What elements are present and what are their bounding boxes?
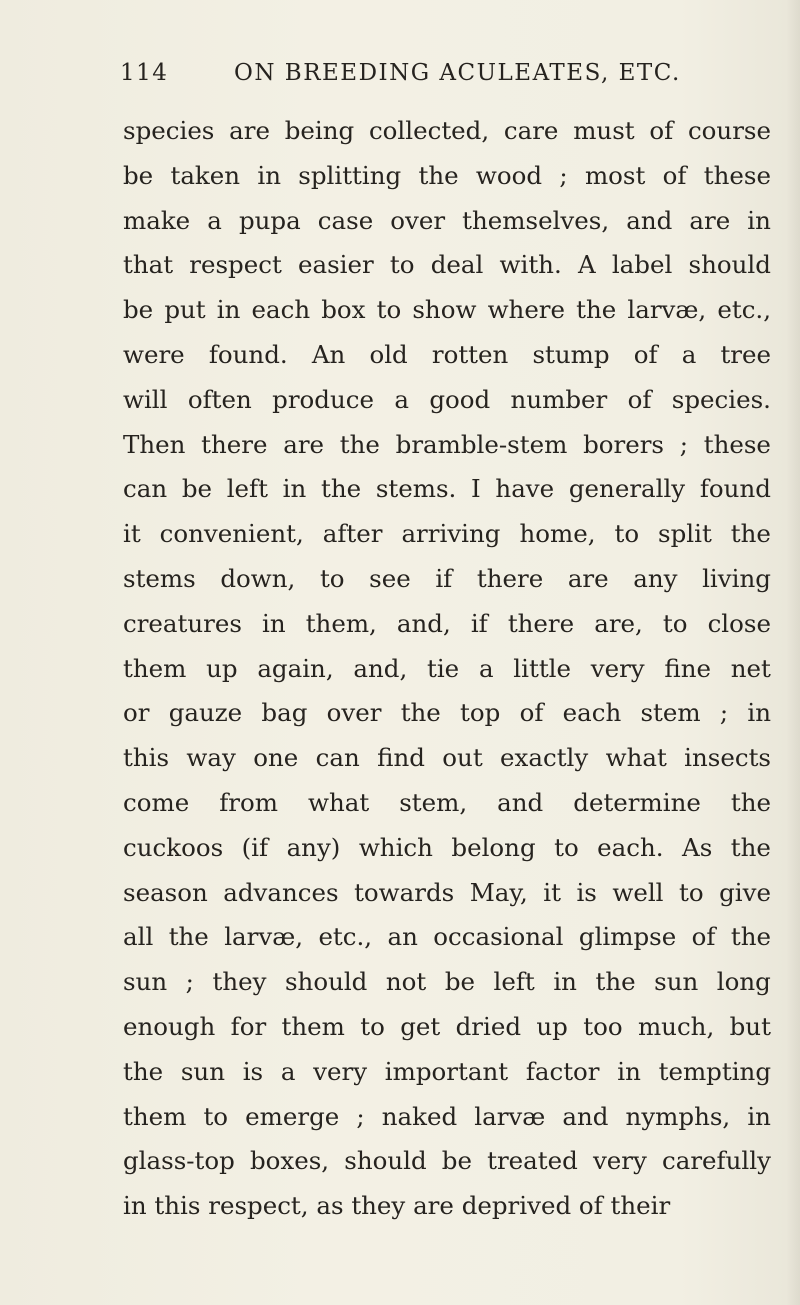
word: larvæ, bbox=[224, 922, 304, 952]
word: show bbox=[412, 295, 477, 325]
word: towards bbox=[354, 877, 455, 907]
word: get bbox=[400, 1011, 441, 1041]
text-line bbox=[123, 1050, 771, 1095]
text-line bbox=[123, 199, 771, 244]
word: down, bbox=[220, 563, 296, 593]
word: is bbox=[576, 877, 597, 907]
word: not bbox=[385, 967, 427, 997]
text-line bbox=[123, 512, 771, 557]
word: left bbox=[226, 474, 268, 504]
word: A bbox=[577, 250, 596, 280]
word: ; bbox=[356, 1101, 365, 1131]
word: glass-top bbox=[123, 1146, 235, 1176]
word: of bbox=[519, 698, 544, 728]
word: the bbox=[339, 429, 380, 459]
word: them bbox=[281, 1011, 345, 1041]
word: the bbox=[123, 1056, 164, 1086]
word: that bbox=[123, 250, 174, 280]
word: very bbox=[592, 1146, 647, 1176]
word: tie bbox=[427, 653, 460, 683]
word: net bbox=[730, 653, 771, 683]
word: where bbox=[487, 295, 566, 325]
word: tempting bbox=[658, 1056, 771, 1086]
word: are bbox=[567, 563, 609, 593]
word: much, bbox=[637, 1011, 715, 1041]
word: stems. bbox=[375, 474, 457, 504]
word: little bbox=[513, 653, 571, 683]
word: to bbox=[554, 832, 579, 862]
word: course bbox=[687, 116, 771, 145]
running-title: ON BREEDING ACULEATES, ETC. bbox=[234, 60, 681, 86]
word: be bbox=[123, 295, 154, 325]
text-line bbox=[123, 1005, 771, 1050]
word: up bbox=[536, 1011, 568, 1041]
word: Then bbox=[123, 429, 186, 459]
word: etc., bbox=[318, 922, 373, 952]
word: bramble-stem bbox=[395, 429, 568, 459]
word: there bbox=[507, 608, 575, 638]
word: put bbox=[164, 295, 206, 325]
page-number: 114 bbox=[120, 60, 169, 86]
word: belong bbox=[451, 832, 536, 862]
word: the bbox=[576, 295, 617, 325]
word: deal bbox=[430, 250, 484, 280]
word: exactly bbox=[500, 743, 589, 773]
word: stem bbox=[640, 698, 701, 728]
word: should bbox=[284, 967, 368, 997]
word: them bbox=[123, 653, 187, 683]
word: a bbox=[207, 205, 222, 235]
word: the bbox=[168, 922, 209, 952]
text-line bbox=[123, 467, 771, 512]
word: ; bbox=[719, 698, 729, 728]
word: to bbox=[360, 1011, 385, 1041]
word: to bbox=[376, 295, 402, 325]
word: should bbox=[344, 1146, 427, 1176]
word: enough bbox=[123, 1011, 216, 1041]
word: and bbox=[497, 787, 544, 817]
word: to bbox=[389, 250, 415, 280]
word: split bbox=[658, 519, 712, 549]
word: determine bbox=[573, 787, 701, 817]
word: give bbox=[719, 877, 771, 907]
word: are bbox=[283, 429, 325, 459]
word: this bbox=[154, 1191, 209, 1221]
word: ; bbox=[185, 967, 194, 997]
word: a bbox=[478, 653, 494, 683]
text-line bbox=[123, 1095, 771, 1140]
text-line bbox=[123, 243, 771, 288]
word: etc., bbox=[717, 295, 771, 325]
word: number bbox=[510, 384, 608, 414]
word: care bbox=[503, 116, 559, 145]
word: insects bbox=[684, 743, 771, 773]
word: are bbox=[229, 116, 270, 145]
word: easier bbox=[298, 250, 374, 280]
word: produce bbox=[272, 384, 374, 414]
word: from bbox=[219, 787, 278, 817]
word: good bbox=[429, 384, 491, 414]
word: in bbox=[216, 295, 241, 325]
word: species bbox=[123, 116, 215, 145]
word: (if bbox=[241, 832, 269, 862]
word: as bbox=[316, 1191, 352, 1221]
word: any) bbox=[286, 832, 341, 862]
word: it bbox=[543, 877, 561, 907]
word: each bbox=[562, 698, 622, 728]
word: stump bbox=[532, 339, 610, 369]
text-line bbox=[123, 960, 771, 1005]
text-line bbox=[123, 1184, 771, 1229]
word: case bbox=[317, 205, 374, 235]
word: up bbox=[206, 653, 238, 683]
word: close bbox=[707, 608, 771, 638]
word: what bbox=[605, 743, 667, 773]
body-text bbox=[123, 109, 771, 1229]
word: to bbox=[662, 608, 688, 638]
word: wood bbox=[475, 160, 543, 190]
word: occasional bbox=[433, 922, 564, 952]
word: over bbox=[390, 205, 446, 235]
word: one bbox=[253, 743, 299, 773]
word: box bbox=[321, 295, 366, 325]
word: naked bbox=[381, 1101, 458, 1131]
word: in bbox=[257, 160, 281, 190]
word: stem, bbox=[399, 787, 468, 817]
word: there bbox=[201, 429, 268, 459]
word: treated bbox=[487, 1146, 578, 1176]
word: for bbox=[230, 1011, 267, 1041]
word: label bbox=[611, 250, 673, 280]
word: the bbox=[730, 787, 771, 817]
word: and bbox=[626, 205, 673, 235]
word: a bbox=[394, 384, 409, 414]
word: convenient, bbox=[159, 519, 304, 549]
word: have bbox=[495, 474, 555, 504]
word: fine bbox=[664, 653, 712, 683]
word: bag bbox=[261, 698, 308, 728]
word: be bbox=[441, 1146, 472, 1176]
word: is bbox=[242, 1056, 264, 1086]
word: which bbox=[358, 832, 433, 862]
word: rotten bbox=[431, 339, 509, 369]
word: will bbox=[123, 384, 168, 414]
word: out bbox=[442, 743, 483, 773]
word: species. bbox=[671, 384, 771, 414]
word: these bbox=[703, 160, 771, 190]
word: all bbox=[123, 922, 154, 952]
word: taken bbox=[170, 160, 241, 190]
word: with. bbox=[499, 250, 562, 280]
word: should bbox=[688, 250, 771, 280]
word: As bbox=[682, 832, 713, 862]
word: deprived bbox=[461, 1191, 579, 1221]
text-line bbox=[123, 691, 771, 736]
word: emerge bbox=[245, 1101, 340, 1131]
word: boxes, bbox=[249, 1146, 330, 1176]
word: old bbox=[369, 339, 408, 369]
word: the bbox=[595, 967, 636, 997]
word: the bbox=[418, 160, 459, 190]
word: their bbox=[610, 1191, 671, 1221]
word: gauze bbox=[168, 698, 243, 728]
word: pupa bbox=[238, 205, 301, 235]
word: of bbox=[691, 922, 716, 952]
word: be bbox=[123, 160, 154, 190]
text-line bbox=[123, 288, 771, 333]
word: of bbox=[662, 160, 687, 190]
word: well bbox=[612, 877, 664, 907]
word: if bbox=[470, 608, 488, 638]
text-line bbox=[123, 826, 771, 871]
word: important bbox=[384, 1056, 509, 1086]
word: to bbox=[319, 563, 345, 593]
word: ; bbox=[559, 160, 568, 190]
word: of bbox=[649, 116, 674, 145]
word: it bbox=[123, 519, 141, 549]
word: sun bbox=[654, 967, 699, 997]
word: long bbox=[716, 967, 771, 997]
word: and bbox=[562, 1101, 609, 1131]
word: glimpse bbox=[578, 922, 677, 952]
text-line bbox=[123, 871, 771, 916]
word: in bbox=[617, 1056, 641, 1086]
word: to bbox=[678, 877, 704, 907]
word: season bbox=[123, 877, 208, 907]
word: be bbox=[444, 967, 475, 997]
word: they bbox=[212, 967, 267, 997]
text-line bbox=[123, 781, 771, 826]
word: any bbox=[633, 563, 678, 593]
word: be bbox=[181, 474, 212, 504]
word: very bbox=[313, 1056, 368, 1086]
word: to bbox=[203, 1101, 229, 1131]
word: larvæ, bbox=[627, 295, 707, 325]
word: were bbox=[123, 339, 185, 369]
word: must bbox=[573, 116, 635, 145]
word: are bbox=[413, 1191, 462, 1221]
word: and, bbox=[396, 608, 451, 638]
word: in bbox=[262, 608, 286, 638]
running-head bbox=[120, 60, 680, 96]
word: can bbox=[315, 743, 360, 773]
word: a bbox=[280, 1056, 296, 1086]
word: cuckoos bbox=[123, 832, 224, 862]
word: of bbox=[578, 1191, 611, 1221]
word: or bbox=[123, 698, 150, 728]
word: of bbox=[627, 384, 652, 414]
word: in bbox=[282, 474, 307, 504]
word: a bbox=[681, 339, 697, 369]
word: factor bbox=[525, 1056, 600, 1086]
word: splitting bbox=[298, 160, 402, 190]
word: are bbox=[689, 205, 731, 235]
word: are, bbox=[594, 608, 643, 638]
text-line bbox=[123, 1139, 771, 1184]
word: the bbox=[320, 474, 362, 504]
text-line bbox=[123, 736, 771, 781]
word: in bbox=[747, 1101, 771, 1131]
word: come bbox=[123, 787, 190, 817]
word: stems bbox=[123, 563, 196, 593]
word: in bbox=[747, 205, 771, 235]
word: they bbox=[351, 1191, 414, 1221]
word: see bbox=[369, 563, 411, 593]
word: top bbox=[460, 698, 501, 728]
word: I bbox=[471, 474, 481, 504]
word: an bbox=[387, 922, 418, 952]
word: find bbox=[377, 743, 425, 773]
word: what bbox=[308, 787, 370, 817]
word: in bbox=[553, 967, 577, 997]
word: living bbox=[702, 563, 771, 593]
word: home, bbox=[519, 519, 596, 549]
word: but bbox=[729, 1011, 771, 1041]
text-line bbox=[123, 915, 771, 960]
word: there bbox=[476, 563, 544, 593]
word: after bbox=[322, 519, 383, 549]
word: left bbox=[493, 967, 535, 997]
text-line bbox=[123, 557, 771, 602]
word: nymphs, bbox=[625, 1101, 731, 1131]
word: them bbox=[123, 1101, 187, 1131]
word: being bbox=[284, 116, 355, 145]
word: in bbox=[747, 698, 771, 728]
word: can bbox=[123, 474, 168, 504]
text-line bbox=[123, 109, 771, 154]
text-line bbox=[123, 378, 771, 423]
word: way bbox=[186, 743, 236, 773]
word: respect, bbox=[208, 1191, 317, 1221]
text-line bbox=[123, 647, 771, 692]
word: in bbox=[123, 1191, 155, 1221]
word: arriving bbox=[401, 519, 501, 549]
word: themselves, bbox=[462, 205, 610, 235]
word: respect bbox=[189, 250, 282, 280]
text-line bbox=[123, 154, 771, 199]
word: sun bbox=[123, 967, 168, 997]
word: each. bbox=[597, 832, 664, 862]
word: the bbox=[730, 922, 771, 952]
word: larvæ bbox=[474, 1101, 546, 1131]
word: too bbox=[583, 1011, 623, 1041]
word: tree bbox=[720, 339, 771, 369]
word: advances bbox=[223, 877, 339, 907]
word: sun bbox=[180, 1056, 225, 1086]
word: the bbox=[730, 832, 771, 862]
word: found bbox=[699, 474, 771, 504]
word: the bbox=[400, 698, 441, 728]
word: make bbox=[123, 205, 191, 235]
word: to bbox=[614, 519, 640, 549]
word: ; bbox=[679, 429, 688, 459]
word: of bbox=[633, 339, 658, 369]
word: very bbox=[590, 653, 645, 683]
word: creatures bbox=[123, 608, 242, 638]
word: borers bbox=[583, 429, 664, 459]
word: if bbox=[435, 563, 453, 593]
word: dried bbox=[455, 1011, 522, 1041]
word: over bbox=[326, 698, 382, 728]
word: found. bbox=[208, 339, 288, 369]
word: this bbox=[123, 743, 170, 773]
word: generally bbox=[568, 474, 686, 504]
text-line bbox=[123, 602, 771, 647]
word: carefully bbox=[662, 1146, 771, 1176]
word: collected, bbox=[368, 116, 490, 145]
word: each bbox=[251, 295, 311, 325]
word: these bbox=[703, 429, 771, 459]
word: most bbox=[584, 160, 646, 190]
text-line bbox=[123, 423, 771, 468]
word: An bbox=[311, 339, 346, 369]
word: May, bbox=[469, 877, 528, 907]
word: again, bbox=[257, 653, 334, 683]
word: and, bbox=[353, 653, 408, 683]
word: often bbox=[187, 384, 252, 414]
word: them, bbox=[305, 608, 377, 638]
text-line bbox=[123, 333, 771, 378]
word: the bbox=[730, 519, 771, 549]
